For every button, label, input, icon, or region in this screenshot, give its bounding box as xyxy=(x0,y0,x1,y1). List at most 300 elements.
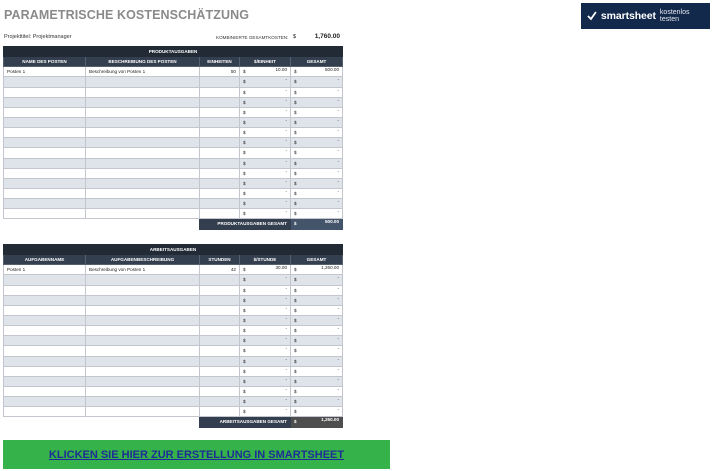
currency-symbol: $ xyxy=(243,328,246,334)
create-in-smartsheet-banner[interactable] xyxy=(3,440,390,469)
product-expenses-band: PRODUKTAUSGABEN xyxy=(4,47,343,57)
unit-price-cell[interactable] xyxy=(240,77,291,87)
unit-price-cell[interactable] xyxy=(240,386,291,396)
item-description-cell[interactable]: Beschreibung von Posten 1 xyxy=(86,67,200,77)
row-total-cell xyxy=(291,199,343,209)
quantity-cell[interactable] xyxy=(200,87,240,97)
column-header: NAME DES POSTEN xyxy=(4,57,86,67)
unit-price-cell[interactable] xyxy=(240,128,291,138)
currency-symbol: $ xyxy=(294,160,297,166)
unit-price-value: - xyxy=(285,188,287,194)
unit-price-cell[interactable] xyxy=(240,346,291,356)
unit-price-cell[interactable] xyxy=(240,295,291,305)
item-description-cell[interactable] xyxy=(86,356,200,366)
unit-price-value: - xyxy=(285,376,287,382)
unit-price-cell[interactable] xyxy=(240,407,291,417)
item-name-cell[interactable] xyxy=(4,148,86,158)
smartsheet-check-icon xyxy=(587,11,597,21)
unit-price-value: - xyxy=(285,397,287,403)
unit-price-cell[interactable] xyxy=(240,188,291,198)
unit-price-cell[interactable] xyxy=(240,397,291,407)
unit-price-value: - xyxy=(285,386,287,392)
column-header: EINHEITEN xyxy=(200,57,240,67)
currency-symbol: $ xyxy=(294,399,297,405)
item-name-cell[interactable] xyxy=(4,107,86,117)
quantity-cell[interactable] xyxy=(200,295,240,305)
currency-symbol: $ xyxy=(294,348,297,354)
item-description-cell[interactable] xyxy=(86,107,200,117)
row-total-cell xyxy=(291,107,343,117)
currency-symbol: $ xyxy=(294,170,297,176)
row-total-cell xyxy=(291,356,343,366)
item-description-cell[interactable] xyxy=(86,138,200,148)
table-row xyxy=(4,168,343,178)
unit-price-cell[interactable] xyxy=(240,305,291,315)
item-name-cell[interactable] xyxy=(4,128,86,138)
unit-price-value: - xyxy=(285,158,287,164)
item-name-cell[interactable] xyxy=(4,188,86,198)
quantity-cell[interactable] xyxy=(200,199,240,209)
quantity-cell[interactable] xyxy=(200,386,240,396)
item-name-cell[interactable]: Posten 1 xyxy=(4,67,86,77)
unit-price-cell[interactable] xyxy=(240,285,291,295)
column-header: AUFGABENNAME xyxy=(4,255,86,265)
item-description-cell[interactable] xyxy=(86,386,200,396)
currency-symbol: $ xyxy=(243,338,246,344)
quantity-cell[interactable] xyxy=(200,305,240,315)
item-description-cell[interactable] xyxy=(86,275,200,285)
currency-symbol: $ xyxy=(243,69,246,75)
currency-symbol: $ xyxy=(294,389,297,395)
item-name-cell[interactable] xyxy=(4,178,86,188)
currency-symbol: $ xyxy=(294,358,297,364)
item-name-cell[interactable] xyxy=(4,77,86,87)
item-name-cell[interactable] xyxy=(4,117,86,127)
unit-price-value: - xyxy=(285,107,287,113)
unit-price-cell[interactable] xyxy=(240,265,291,275)
currency-symbol: $ xyxy=(243,201,246,207)
row-total-value: - xyxy=(337,168,340,174)
column-header: $/EINHEIT xyxy=(240,57,291,67)
item-name-cell[interactable] xyxy=(4,87,86,97)
section-total-row xyxy=(4,417,343,427)
unit-price-cell[interactable] xyxy=(240,275,291,285)
item-description-cell[interactable] xyxy=(86,158,200,168)
currency-symbol: $ xyxy=(243,130,246,136)
currency-symbol: $ xyxy=(294,221,297,227)
row-total-value: - xyxy=(337,188,340,194)
currency-symbol: $ xyxy=(294,79,297,85)
row-total-cell xyxy=(291,209,343,219)
row-total-cell xyxy=(291,397,343,407)
row-total-value: - xyxy=(337,209,340,215)
currency-symbol: $ xyxy=(294,307,297,313)
product-expenses-table xyxy=(3,46,343,230)
row-total-cell xyxy=(291,158,343,168)
row-total-value: - xyxy=(337,107,340,113)
row-total-cell xyxy=(291,346,343,356)
table-row xyxy=(4,209,343,219)
table-row xyxy=(4,376,343,386)
unit-price-value: - xyxy=(285,199,287,205)
row-total-cell xyxy=(291,178,343,188)
spacer-cell xyxy=(4,417,200,427)
currency-symbol: $ xyxy=(294,99,297,105)
unit-price-cell[interactable] xyxy=(240,209,291,219)
row-total-cell xyxy=(291,275,343,285)
combined-total-label: KOMBINIERTE GESAMTKOSTEN: xyxy=(216,35,289,40)
item-description-cell[interactable] xyxy=(86,117,200,127)
quantity-cell[interactable] xyxy=(200,148,240,158)
currency-symbol: $ xyxy=(243,277,246,283)
currency-symbol: $ xyxy=(243,79,246,85)
labor-expenses-table xyxy=(3,244,343,428)
currency-symbol: $ xyxy=(294,150,297,156)
row-total-cell xyxy=(291,138,343,148)
item-description-cell[interactable] xyxy=(86,346,200,356)
table-row xyxy=(4,356,343,366)
item-name-cell[interactable] xyxy=(4,138,86,148)
quantity-cell[interactable] xyxy=(200,407,240,417)
item-description-cell[interactable] xyxy=(86,397,200,407)
item-description-cell[interactable] xyxy=(86,305,200,315)
unit-price-value: - xyxy=(285,138,287,144)
currency-symbol: $ xyxy=(243,378,246,384)
currency-symbol: $ xyxy=(294,89,297,95)
brand-cta: kostenlos testen xyxy=(659,9,690,23)
section-total-value xyxy=(291,417,343,427)
row-total-value: - xyxy=(337,138,340,144)
unit-price-cell[interactable] xyxy=(240,107,291,117)
unit-price-cell[interactable] xyxy=(240,148,291,158)
currency-symbol: $ xyxy=(243,307,246,313)
row-total-cell xyxy=(291,407,343,417)
row-total-value: - xyxy=(337,397,340,403)
item-name-cell[interactable] xyxy=(4,315,86,325)
smartsheet-logo-button[interactable] xyxy=(581,3,710,29)
unit-price-cell[interactable] xyxy=(240,158,291,168)
currency-symbol: $ xyxy=(294,120,297,126)
combined-total-value: 1,760.00 xyxy=(314,33,340,40)
row-total-cell xyxy=(291,305,343,315)
row-total-value: - xyxy=(337,97,340,103)
unit-price-cell[interactable] xyxy=(240,87,291,97)
table-row xyxy=(4,97,343,107)
row-total-value: - xyxy=(337,87,340,93)
item-name-cell[interactable] xyxy=(4,305,86,315)
item-description-cell[interactable] xyxy=(86,407,200,417)
table-row xyxy=(4,77,343,87)
row-total-value: - xyxy=(337,199,340,205)
currency-symbol: $ xyxy=(294,409,297,415)
currency-symbol: $ xyxy=(243,287,246,293)
item-description-cell[interactable] xyxy=(86,366,200,376)
column-header: GESAMT xyxy=(291,57,343,67)
unit-price-cell[interactable] xyxy=(240,168,291,178)
quantity-cell[interactable]: 50 xyxy=(200,67,240,77)
create-in-smartsheet-link[interactable]: KLICKEN SIE HIER ZUR ERSTELLUNG IN SMARTSHEET xyxy=(48,448,345,461)
currency-symbol: $ xyxy=(294,201,297,207)
item-description-cell[interactable] xyxy=(86,128,200,138)
unit-price-cell[interactable] xyxy=(240,67,291,77)
row-total-cell xyxy=(291,168,343,178)
labor-expenses-band: ARBEITSAUSGABEN xyxy=(4,245,343,255)
row-total-cell xyxy=(291,188,343,198)
unit-price-cell[interactable] xyxy=(240,97,291,107)
quantity-cell[interactable] xyxy=(200,107,240,117)
currency-symbol: $ xyxy=(243,399,246,405)
item-name-cell[interactable] xyxy=(4,356,86,366)
unit-price-value: - xyxy=(285,407,287,413)
item-name-cell[interactable] xyxy=(4,168,86,178)
quantity-cell[interactable] xyxy=(200,138,240,148)
quantity-cell[interactable] xyxy=(200,315,240,325)
currency-symbol: $ xyxy=(294,318,297,324)
table-row xyxy=(4,336,343,346)
table-row xyxy=(4,188,343,198)
item-description-cell[interactable] xyxy=(86,77,200,87)
quantity-cell[interactable] xyxy=(200,356,240,366)
row-total-value: - xyxy=(337,376,340,382)
table-row xyxy=(4,117,343,127)
unit-price-value: - xyxy=(285,356,287,362)
currency-symbol: $ xyxy=(294,297,297,303)
unit-price-cell[interactable] xyxy=(240,117,291,127)
row-total-value: - xyxy=(337,356,340,362)
currency-symbol: $ xyxy=(294,109,297,115)
quantity-cell[interactable] xyxy=(200,366,240,376)
item-name-cell[interactable] xyxy=(4,336,86,346)
currency-symbol: $ xyxy=(294,180,297,186)
unit-price-value: - xyxy=(285,326,287,332)
item-name-cell[interactable] xyxy=(4,285,86,295)
quantity-cell[interactable] xyxy=(200,326,240,336)
brand-name: smartsheet xyxy=(600,10,656,22)
unit-price-cell[interactable] xyxy=(240,376,291,386)
unit-price-cell[interactable] xyxy=(240,315,291,325)
currency-symbol: $ xyxy=(243,89,246,95)
currency-symbol: $ xyxy=(294,277,297,283)
row-total-value: - xyxy=(337,158,340,164)
item-name-cell[interactable] xyxy=(4,366,86,376)
quantity-cell[interactable] xyxy=(200,178,240,188)
unit-price-cell[interactable] xyxy=(240,356,291,366)
currency-symbol: $ xyxy=(243,150,246,156)
item-name-cell[interactable] xyxy=(4,199,86,209)
spacer-cell xyxy=(4,219,200,229)
quantity-cell[interactable] xyxy=(200,336,240,346)
row-total-cell xyxy=(291,366,343,376)
row-total-cell xyxy=(291,148,343,158)
item-description-cell[interactable] xyxy=(86,376,200,386)
row-total-value: - xyxy=(337,326,340,332)
unit-price-cell[interactable] xyxy=(240,366,291,376)
item-name-cell[interactable] xyxy=(4,376,86,386)
row-total-cell xyxy=(291,128,343,138)
currency-symbol: $ xyxy=(243,348,246,354)
quantity-cell[interactable] xyxy=(200,397,240,407)
item-description-cell[interactable] xyxy=(86,326,200,336)
quantity-cell[interactable] xyxy=(200,376,240,386)
column-header: $/STUNDE xyxy=(240,255,291,265)
unit-price-cell[interactable] xyxy=(240,326,291,336)
unit-price-value: 10.00 xyxy=(275,67,287,73)
unit-price-value: - xyxy=(285,77,287,83)
currency-symbol: $ xyxy=(243,140,246,146)
combined-total-currency: $ xyxy=(293,34,297,40)
item-name-cell[interactable] xyxy=(4,326,86,336)
currency-symbol: $ xyxy=(243,409,246,415)
quantity-cell[interactable] xyxy=(200,285,240,295)
item-description-cell[interactable] xyxy=(86,87,200,97)
currency-symbol: $ xyxy=(243,170,246,176)
currency-symbol: $ xyxy=(294,287,297,293)
unit-price-cell[interactable] xyxy=(240,138,291,148)
table-row xyxy=(4,265,343,275)
currency-symbol: $ xyxy=(243,358,246,364)
quantity-cell[interactable] xyxy=(200,128,240,138)
item-description-cell[interactable] xyxy=(86,178,200,188)
currency-symbol: $ xyxy=(243,180,246,186)
item-description-cell[interactable] xyxy=(86,295,200,305)
unit-price-value: - xyxy=(285,295,287,301)
row-total-cell xyxy=(291,87,343,97)
column-header: GESAMT xyxy=(291,255,343,265)
item-name-cell[interactable] xyxy=(4,407,86,417)
row-total-value: 500.00 xyxy=(324,67,340,73)
item-description-cell[interactable] xyxy=(86,315,200,325)
quantity-cell[interactable] xyxy=(200,77,240,87)
row-total-cell xyxy=(291,77,343,87)
item-name-cell[interactable]: Posten 1 xyxy=(4,265,86,275)
item-description-cell[interactable]: Beschreibung von Posten 1 xyxy=(86,265,200,275)
section-total-amount: 1,260.00 xyxy=(321,417,340,423)
item-name-cell[interactable] xyxy=(4,386,86,396)
item-description-cell[interactable] xyxy=(86,336,200,346)
item-description-cell[interactable] xyxy=(86,285,200,295)
item-description-cell[interactable] xyxy=(86,209,200,219)
unit-price-value: - xyxy=(285,346,287,352)
column-header: BESCHREIBUNG DES POSTEN xyxy=(86,57,200,67)
row-total-cell xyxy=(291,97,343,107)
item-description-cell[interactable] xyxy=(86,199,200,209)
table-row xyxy=(4,407,343,417)
table-row xyxy=(4,295,343,305)
quantity-cell[interactable] xyxy=(200,117,240,127)
item-name-cell[interactable] xyxy=(4,97,86,107)
quantity-cell[interactable] xyxy=(200,346,240,356)
row-total-cell xyxy=(291,265,343,275)
currency-symbol: $ xyxy=(243,211,246,217)
currency-symbol: $ xyxy=(243,109,246,115)
table-row xyxy=(4,138,343,148)
unit-price-value: - xyxy=(285,117,287,123)
row-total-cell xyxy=(291,117,343,127)
currency-symbol: $ xyxy=(294,211,297,217)
item-name-cell[interactable] xyxy=(4,158,86,168)
section-total-value xyxy=(291,219,343,229)
item-description-cell[interactable] xyxy=(86,148,200,158)
currency-symbol: $ xyxy=(294,419,297,425)
column-header: AUFGABENBESCHREIBUNG xyxy=(86,255,200,265)
row-total-value: 1,260.00 xyxy=(321,265,340,271)
row-total-value: - xyxy=(337,178,340,184)
table-row xyxy=(4,326,343,336)
quantity-cell[interactable] xyxy=(200,158,240,168)
item-name-cell[interactable] xyxy=(4,346,86,356)
table-row xyxy=(4,305,343,315)
unit-price-value: - xyxy=(285,168,287,174)
currency-symbol: $ xyxy=(243,389,246,395)
row-total-value: - xyxy=(337,285,340,291)
unit-price-value: - xyxy=(285,315,287,321)
unit-price-cell[interactable] xyxy=(240,336,291,346)
item-name-cell[interactable] xyxy=(4,275,86,285)
row-total-value: - xyxy=(337,315,340,321)
item-description-cell[interactable] xyxy=(86,188,200,198)
currency-symbol: $ xyxy=(294,191,297,197)
project-title: Projekttitel: Projektmanager xyxy=(4,34,72,40)
row-total-value: - xyxy=(337,305,340,311)
row-total-value: - xyxy=(337,366,340,372)
row-total-cell xyxy=(291,67,343,77)
unit-price-value: - xyxy=(285,275,287,281)
currency-symbol: $ xyxy=(294,267,297,273)
currency-symbol: $ xyxy=(243,318,246,324)
unit-price-value: - xyxy=(285,148,287,154)
quantity-cell[interactable] xyxy=(200,97,240,107)
currency-symbol: $ xyxy=(243,267,246,273)
quantity-cell[interactable]: 42 xyxy=(200,265,240,275)
row-total-cell xyxy=(291,295,343,305)
row-total-value: - xyxy=(337,128,340,134)
table-row xyxy=(4,199,343,209)
row-total-value: - xyxy=(337,407,340,413)
item-description-cell[interactable] xyxy=(86,97,200,107)
currency-symbol: $ xyxy=(294,140,297,146)
row-total-value: - xyxy=(337,275,340,281)
quantity-cell[interactable] xyxy=(200,209,240,219)
item-name-cell[interactable] xyxy=(4,397,86,407)
unit-price-value: - xyxy=(285,128,287,134)
currency-symbol: $ xyxy=(243,191,246,197)
quantity-cell[interactable] xyxy=(200,168,240,178)
unit-price-value: - xyxy=(285,285,287,291)
currency-symbol: $ xyxy=(294,338,297,344)
table-row xyxy=(4,158,343,168)
item-description-cell[interactable] xyxy=(86,168,200,178)
quantity-cell[interactable] xyxy=(200,275,240,285)
unit-price-cell[interactable] xyxy=(240,178,291,188)
currency-symbol: $ xyxy=(294,130,297,136)
currency-symbol: $ xyxy=(243,120,246,126)
row-total-cell xyxy=(291,326,343,336)
table-row xyxy=(4,315,343,325)
unit-price-cell[interactable] xyxy=(240,199,291,209)
quantity-cell[interactable] xyxy=(200,188,240,198)
row-total-value: - xyxy=(337,346,340,352)
currency-symbol: $ xyxy=(294,368,297,374)
table-row xyxy=(4,128,343,138)
unit-price-value: - xyxy=(285,336,287,342)
item-name-cell[interactable] xyxy=(4,209,86,219)
currency-symbol: $ xyxy=(243,160,246,166)
table-row xyxy=(4,386,343,396)
row-total-value: - xyxy=(337,386,340,392)
row-total-value: - xyxy=(337,148,340,154)
section-total-label: ARBEITSAUSGABEN GESAMT xyxy=(200,417,291,427)
item-name-cell[interactable] xyxy=(4,295,86,305)
